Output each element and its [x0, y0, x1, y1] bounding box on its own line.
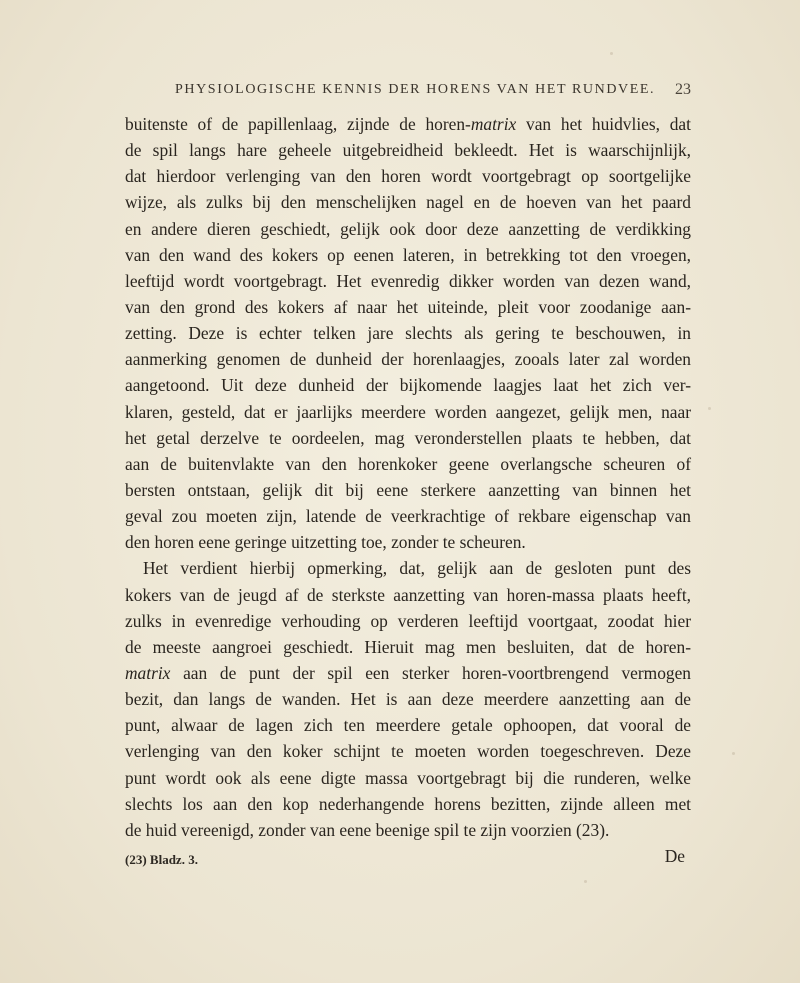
running-head: PHYSIOLOGISCHE KENNIS DER HORENS VAN HET RUNDVEE. — [175, 82, 656, 97]
text-line: zulks in evenredige verhouding op verderen leeftijd voortgaat, zoodat hier — [125, 610, 691, 631]
text-line: aanmerking genomen de dunheid der horenlaagjes, zooals later zal worden — [125, 349, 691, 370]
text-line: klaren, gesteld, dat er jaarlijks meerdere worden aangezet, gelijk men, naar — [125, 401, 691, 422]
text-line: punt wordt ook als eene digte massa voortgebragt bij die runderen, welke — [125, 767, 691, 788]
text-line: De — [664, 845, 685, 866]
page-number: 23 — [675, 81, 691, 98]
text-line: matrix aan de punt der spil een sterker horen-voortbrengend vermogen — [125, 662, 691, 683]
ink-speck — [732, 752, 735, 755]
body-text — [125, 111, 691, 869]
ink-speck — [610, 52, 613, 55]
text-line: buitenste of de papillenlaag, zijnde de horen-matrix van het huidvlies, dat — [125, 114, 691, 134]
text-line: zetting. Deze is echter telken jare slechts als gering te beschouwen, in — [125, 323, 691, 344]
text-line: en andere dieren geschiedt, gelijk ook door deze aanzetting de verdikking — [125, 218, 691, 239]
text-line: den horen eene geringe uitzetting toe, zonder te scheuren. — [125, 532, 526, 553]
text-line: leeftijd wordt voortgebragt. Het evenredig dikker worden van dezen wand, — [125, 270, 691, 291]
text-line: kokers van de jeugd af de sterkste aanzetting van horen-massa plaats heeft, — [125, 584, 691, 605]
page-header — [125, 82, 691, 104]
text-line: dat hierdoor verlenging van den horen wordt voortgebragt op soortgelijke — [125, 166, 691, 187]
text-line: de huid vereenigd, zonder van eene beenige spil te zijn voorzien (23). — [125, 819, 610, 840]
ink-speck — [584, 880, 587, 883]
text-line: punt, alwaar de lagen zich ten meerdere getale ophoopen, dat vooral de — [125, 715, 691, 736]
text-line: bezit, dan langs de wanden. Het is aan deze meerdere aanzetting aan de — [125, 689, 691, 710]
text-line: bersten ontstaan, gelijk dit bij eene sterkere aanzetting van binnen het — [125, 479, 691, 500]
text-line: wijze, als zulks bij den menschelijken nagel en de hoeven van het paard — [125, 192, 691, 213]
text-line: Het verdient hierbij opmerking, dat, gelijk aan de gesloten punt des — [143, 558, 691, 579]
text-line: de spil langs hare geheele uitgebreidheid bekleedt. Het is waarschijnlijk, — [125, 140, 691, 161]
footnote: (23) Bladz. 3. — [125, 852, 198, 867]
ink-speck — [708, 407, 711, 410]
text-line: van den wand des kokers op eenen lateren, in betrekking tot den vroegen, — [125, 244, 691, 265]
text-line: aan de buitenvlakte van den horenkoker geene overlangsche scheuren of — [125, 453, 691, 474]
text-line: de meeste aangroei geschiedt. Hieruit mag men besluiten, dat de horen- — [125, 636, 691, 657]
text-line: geval zou moeten zijn, latende de veerkrachtige of rekbare eigenschap van — [125, 506, 691, 527]
text-line: verlenging van den koker schijnt te moeten worden toegeschreven. Deze — [125, 741, 691, 762]
text-line: van den grond des kokers af naar het uiteinde, pleit voor zoodanige aan- — [125, 296, 691, 317]
text-line: aangetoond. Uit deze dunheid der bijkomende laagjes laat het zich ver- — [125, 375, 691, 396]
text-line: het getal derzelve te oordeelen, mag veronderstellen plaats te hebben, dat — [125, 427, 691, 448]
text-line: slechts los aan den kop nederhangende horens bezitten, zijnde alleen met — [125, 793, 691, 814]
